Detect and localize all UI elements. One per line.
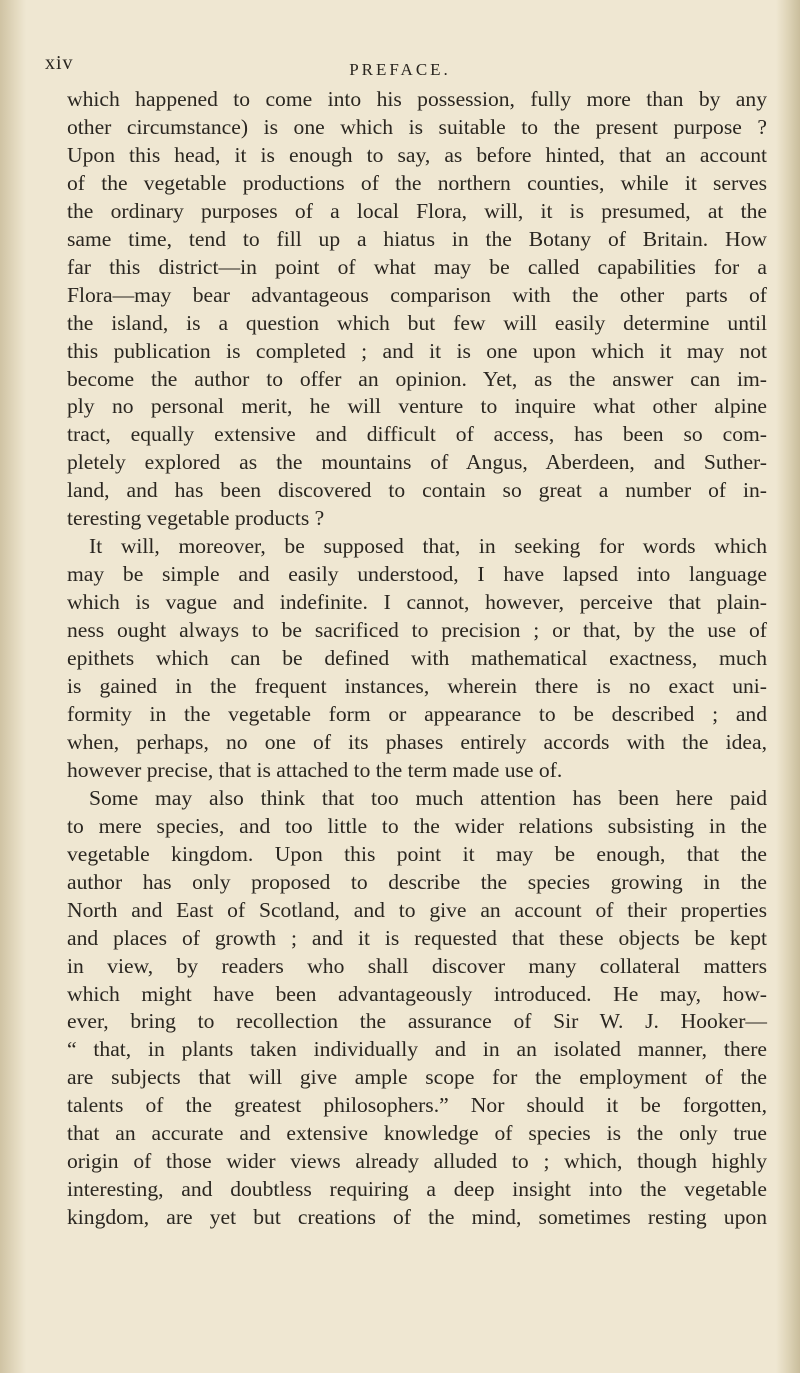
text-line: interesting, and doubtless requiring a deep insight into the vegetable xyxy=(67,1177,767,1202)
text-line: land, and has been discovered to contain so great a number of in- xyxy=(67,478,767,503)
text-line: are subjects that will give ample scope for the employment of the xyxy=(67,1065,767,1090)
text-line: origin of those wider views already alluded to ; which, though highly xyxy=(67,1149,767,1174)
text-line: the ordinary purposes of a local Flora, will, it is presumed, at the xyxy=(67,198,767,223)
text-line: pletely explored as the mountains of Angus, Aberdeen, and Suther- xyxy=(67,450,767,475)
paragraph-end-line: however precise, that is attached to the term made use of. xyxy=(67,757,563,782)
text-line: the island, is a question which but few will easily determine until xyxy=(67,310,767,335)
text-line: when, perhaps, no one of its phases entirely accords with the idea, xyxy=(67,729,767,754)
text-line: epithets which can be defined with mathematical exactness, much xyxy=(67,646,767,671)
paragraph-start-line: Some may also think that too much attention has been here paid xyxy=(89,785,767,810)
text-line: far this district—in point of what may be called capabilities for a xyxy=(67,254,767,279)
text-line: to mere species, and too little to the wider relations subsisting in the xyxy=(67,813,767,838)
text-line: formity in the vegetable form or appearance to be described ; and xyxy=(67,701,767,726)
text-line: kingdom, are yet but creations of the mind, sometimes resting upon xyxy=(67,1205,767,1230)
text-line: become the author to offer an opinion. Yet, as the answer can im- xyxy=(67,366,767,391)
text-line: ness ought always to be sacrificed to precision ; or that, by the use of xyxy=(67,618,767,643)
text-line: which happened to come into his possession, fully more than by any xyxy=(67,87,767,111)
text-line: tract, equally extensive and difficult of access, has been so com- xyxy=(67,422,767,447)
text-line: author has only proposed to describe the species growing in the xyxy=(67,869,767,894)
text-line: in view, by readers who shall discover many collateral matters xyxy=(67,953,767,978)
body-text xyxy=(67,86,767,1232)
text-line: which might have been advantageously introduced. He may, how- xyxy=(67,981,767,1006)
text-line: “ that, in plants taken individually and in an isolated manner, there xyxy=(67,1037,767,1062)
text-line: talents of the greatest philosophers.” Nor should it be forgotten, xyxy=(67,1093,767,1118)
text-line: ever, bring to recollection the assurance of Sir W. J. Hooker— xyxy=(67,1009,767,1034)
page-header xyxy=(0,52,800,82)
text-line: this publication is completed ; and it is one upon which it may not xyxy=(67,338,767,363)
running-head: PREFACE. xyxy=(349,60,451,79)
text-line: North and East of Scotland, and to give an account of their properties xyxy=(67,897,767,922)
text-line: and places of growth ; and it is requested that these objects be kept xyxy=(67,925,767,950)
text-line: vegetable kingdom. Upon this point it may be enough, that the xyxy=(67,841,767,866)
text-line: which is vague and indefinite. I cannot, however, perceive that plain- xyxy=(67,590,767,615)
paragraph-start-line: It will, moreover, be supposed that, in seeking for words which xyxy=(89,534,767,559)
text-line: of the vegetable productions of the northern counties, while it serves xyxy=(67,170,767,195)
page-number: xiv xyxy=(45,52,74,74)
page-edge-left xyxy=(0,0,26,1373)
text-line: ply no personal merit, he will venture to inquire what other alpine xyxy=(67,394,767,419)
text-line: is gained in the frequent instances, wherein there is no exact uni- xyxy=(67,674,767,699)
text-line: Upon this head, it is enough to say, as before hinted, that an account xyxy=(67,142,767,167)
text-line: may be simple and easily understood, I have lapsed into language xyxy=(67,562,767,587)
page-edge-right xyxy=(776,0,800,1373)
text-line: same time, tend to fill up a hiatus in the Botany of Britain. How xyxy=(67,226,767,251)
paragraph-end-line: teresting vegetable products ? xyxy=(67,506,325,531)
text-line: Flora—may bear advantageous comparison with the other parts of xyxy=(67,282,767,307)
text-line: other circumstance) is one which is suitable to the present purpose ? xyxy=(67,114,767,139)
text-line: that an accurate and extensive knowledge of species is the only true xyxy=(67,1121,767,1146)
